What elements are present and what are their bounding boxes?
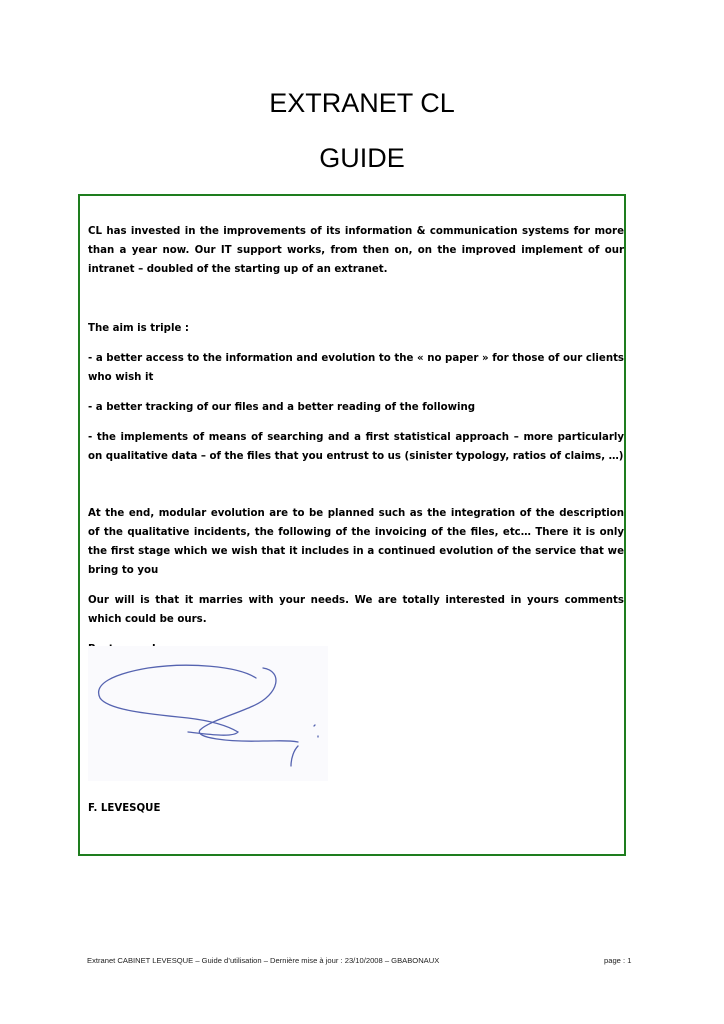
paragraph-end: At the end, modular evolution are to be planned such as the integration of the description of the qualitative incidents, the following of the invoicing of the files, etc… There it is only the first stage which we wish that it includes in a continued evolution of the service that we bring to you <box>88 508 624 576</box>
paragraph-point-2: - a better tracking of our files and a better reading of the following <box>88 402 476 413</box>
paragraph-point-1: - a better access to the information and evolution to the « no paper » for those of our clients who wish it <box>88 353 624 383</box>
page-number: page : 1 <box>604 956 632 965</box>
paragraph-point-3: - the implements of means of searching and a first statistical approach – more particularly on qualitative data – of the files that you entrust to us (sinister typology, ratios of claims, …) <box>88 432 624 462</box>
paragraph-aim: The aim is triple : <box>88 323 189 334</box>
footer-text: Extranet CABINET LEVESQUE – Guide d’utilisation – Dernière mise à jour : 23/10/2008 – GBABONAUX <box>87 956 440 965</box>
signature-drawing <box>88 646 328 781</box>
signer-name: F. LEVESQUE <box>88 803 161 814</box>
signature-image <box>88 646 328 781</box>
letter-body <box>88 222 624 659</box>
letter-box <box>78 194 626 856</box>
paragraph-will: Our will is that it marries with your needs. We are totally interested in yours comments which could be ours. <box>88 595 624 625</box>
document-subtitle: GUIDE <box>319 143 405 173</box>
paragraph-intro: CL has invested in the improvements of its information & communication systems for more than a year now. Our IT support works, from then on, on the improved implement of our intranet – doubled of the starting up of an extranet. <box>88 226 624 275</box>
document-title: EXTRANET CL <box>269 88 455 118</box>
